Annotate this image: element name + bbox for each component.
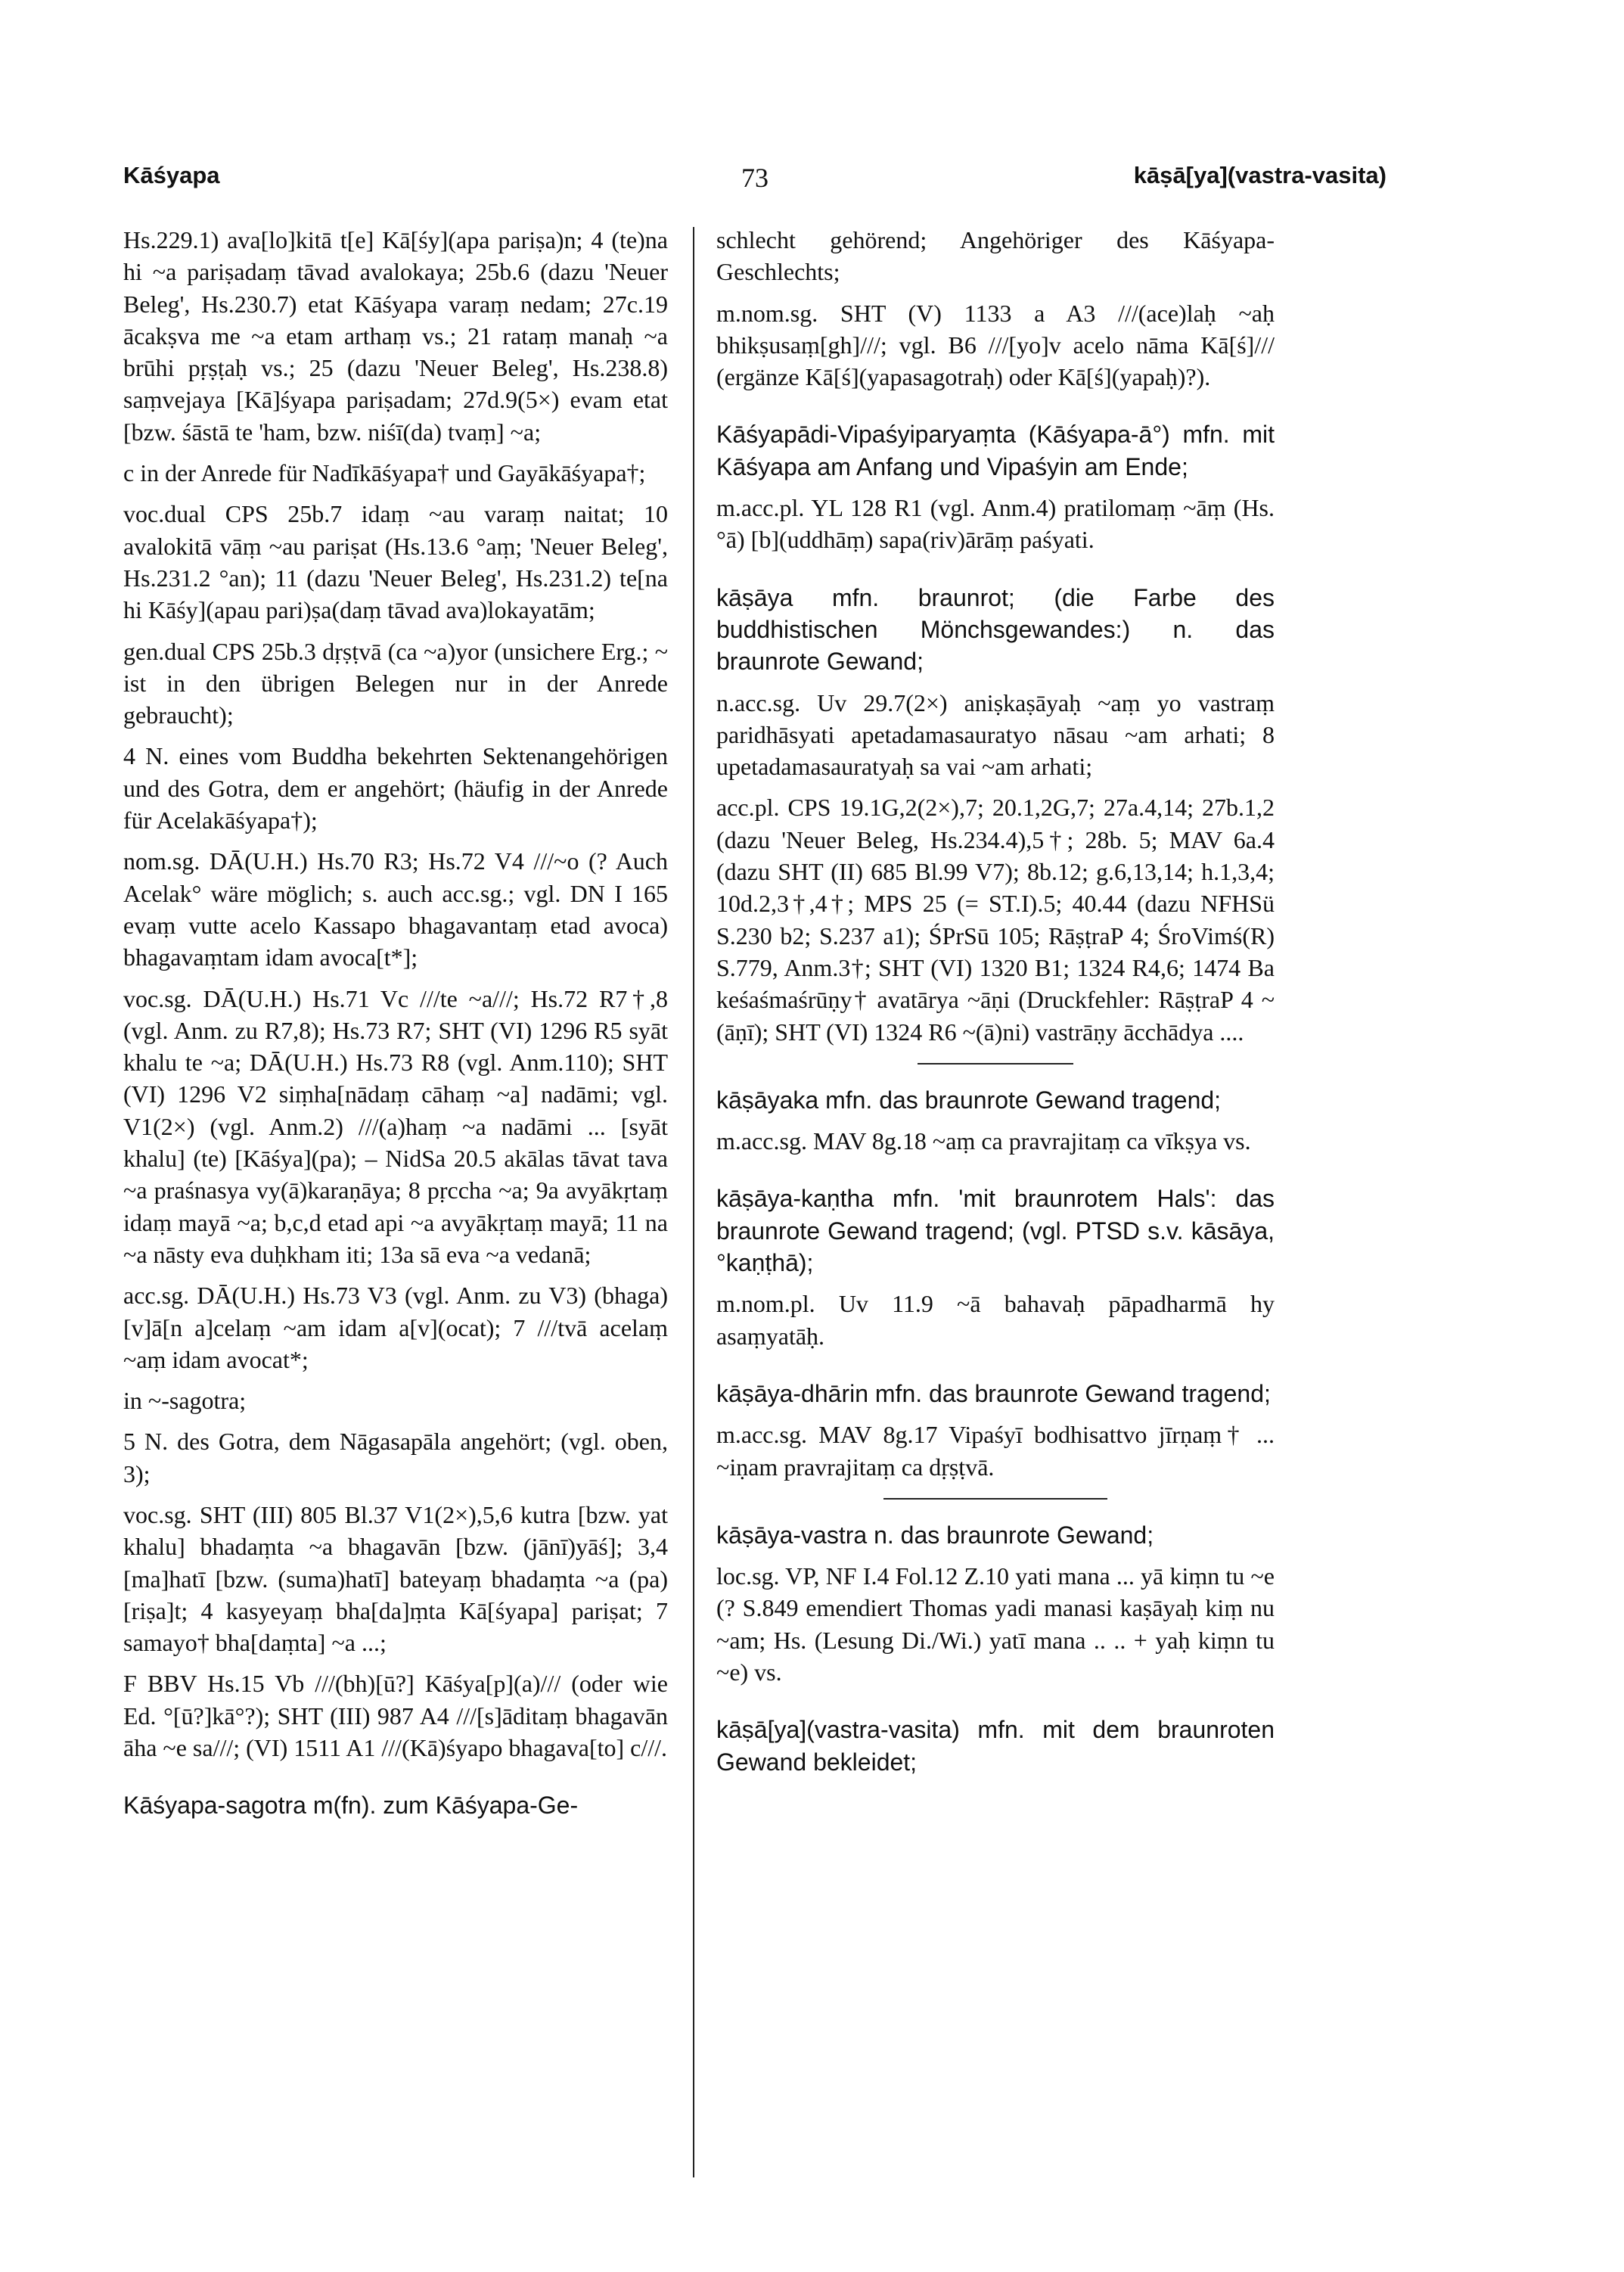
entry-paragraph: m.nom.sg. SHT (V) 1133 a A3 ///(ace)laḥ ~aḥ bhikṣusaṃ[gh]///; vgl. B6 ///[yo]v acelo nāma Kā[ś]/// (ergänze Kā[ś](yapasagotraḥ) oder Kā[ś](yapaḥ)?). <box>716 299 1275 391</box>
header-right-headword: kāṣā[ya](vastra-vasita) <box>1133 162 1386 188</box>
entry-paragraph: 5 N. des Gotra, dem Nāgasapāla angehört; (vgl. oben, 3); <box>123 1428 668 1487</box>
entry-separator <box>918 1063 1074 1065</box>
column-divider <box>693 227 694 2177</box>
entry-headword: kāṣāya mfn. braunrot; (die Farbe des buddhistischen Mönchsgewandes:) n. das braunrote Gewand; <box>716 583 1275 676</box>
entry-paragraph: m.acc.sg. MAV 8g.18 ~aṃ ca pravrajitaṃ ca vīkṣya vs. <box>716 1127 1251 1155</box>
entry-paragraph: nom.sg. DĀ(U.H.) Hs.70 R3; Hs.72 V4 ///~o (? Auch Acelak° wäre möglich; s. auch acc.sg.; vgl. DN I 165 evaṃ vutte acelo Kassapo bhagavantaṃ etad avoca) bhagavaṃtam idam avoca[t*]; <box>123 847 668 971</box>
entry-headword: Kāśyapa-sagotra m(fn). zum Kāśyapa-Ge- <box>123 1792 579 1820</box>
entry-paragraph: c in der Anrede für Nadīkāśyapa† und Gayākāśyapa†; <box>123 459 646 487</box>
entry-paragraph: acc.pl. CPS 19.1G,2(2×),7; 20.1,2G,7; 27a.4,14; 27b.1,2 (dazu 'Neuer Beleg, Hs.234.4),5†; 28b. 5; MAV 6a.4 (dazu SHT (II) 685 Bl.99 V7); 8b.12; g.6,13,14; h.1,3,4; 10d.2,3†,4†; MPS 25 (= ST.I).5; 40.44 (dazu NFHSü S.230 b2; S.237 a1); ŚPrSū 105; RāṣṭraP 4; ŚroVimś(R) S.779, Anm.3†; SHT (VI) 1320 B1; 1324 R4,6; 1474 Ba keśaśmaśrūṇy† avatārya ~āṇi (Druckfehler: RāṣṭraP 4 ~(āṇī); SHT (VI) 1324 R6 ~(ā)ni) vastrāṇy ācchādya .... <box>716 794 1275 1046</box>
entry-headword: kāṣā[ya](vastra-vasita) mfn. mit dem braunroten Gewand bekleidet; <box>716 1716 1275 1776</box>
entry-paragraph: 4 N. eines vom Buddha bekehrten Sektenangehörigen und des Gotra, dem er angehört; (häufig in der Anrede für Acelakāśyapa†); <box>123 742 668 835</box>
entry-headword: kāṣāya-kaṇtha mfn. 'mit braunrotem Hals': das braunrote Gewand tragend; (vgl. PTSD s.v. kāsāya, °kaṇṭhā); <box>716 1185 1275 1277</box>
entry-paragraph: voc.sg. SHT (III) 805 Bl.37 V1(2×),5,6 kutra [bzw. yat khalu] bhadaṃta ~a bhagavān [bzw. (jānī)yāś]; 3,4 [ma]hatī [bzw. (suma)hatī] bateyaṃ bhadaṃta ~a (pa)[riṣa]t; 4 kasyeyaṃ bha[da]ṃta Kā[śyapa] pariṣat; 7 samayo† bha[daṃta] ~a ...; <box>123 1500 668 1657</box>
entry-paragraph: voc.sg. DĀ(U.H.) Hs.71 Vc ///te ~a///; Hs.72 R7†,8 (vgl. Anm. zu R7,8); Hs.73 R7; SHT (VI) 1296 R5 syāt khalu te ~a; DĀ(U.H.) Hs.73 R8 (vgl. Anm.110); SHT (VI) 1296 V2 siṃha[nādaṃ cāhaṃ ~a] nadāmi; vgl. V1(2×) (vgl. Anm.2) ///(a)haṃ ~a nadāmi ... [syāt khalu] (te) [Kāśya](pa); – NidSa 20.5 akālas tāvat tava ~a praśnasya vy(ā)karaṇāya; 8 pṛccha ~a; 9a avyākṛtaṃ idaṃ mayā ~a; b,c,d etad api ~a avyākṛtaṃ mayā; 11 na ~a nāsty eva duḥkham iti; 13a sā eva ~a vedanā; <box>123 984 668 1268</box>
entry-paragraph: gen.dual CPS 25b.3 dṛṣṭvā (ca ~a)yor (unsichere Erg.; ~ ist in den übrigen Belegen nur in der Anrede gebraucht); <box>123 637 668 729</box>
entry-headword: kāṣāya-dhārin mfn. das braunrote Gewand tragend; <box>716 1379 1271 1407</box>
entry-paragraph: n.acc.sg. Uv 29.7(2×) aniṣkaṣāyaḥ ~aṃ yo vastraṃ paridhāsyati apetadamasauratyo nāsau ~am arhati; 8 upetadamasauratyaḥ sa vai ~am arhati; <box>716 688 1275 781</box>
entry-paragraph: m.acc.pl. YL 128 R1 (vgl. Anm.4) pratilomaṃ ~āṃ (Hs. °ā) [b](uddhāṃ) sapa(riv)ārāṃ paśyati. <box>716 494 1275 554</box>
right-column <box>716 224 1275 1787</box>
page-number: 73 <box>741 163 769 193</box>
entry-paragraph: m.acc.sg. MAV 8g.17 Vipaśyī bodhisattvo jīrṇaṃ† ... ~iṇam pravrajitaṃ ca dṛṣṭvā. <box>716 1421 1275 1481</box>
entry-paragraph: m.nom.pl. Uv 11.9 ~ā bahavaḥ pāpadharmā hy asaṃyatāḥ. <box>716 1290 1275 1350</box>
entry-paragraph: schlecht gehörend; Angehöriger des Kāśyapa-Geschlechts; <box>716 226 1275 286</box>
entry-paragraph: acc.sg. DĀ(U.H.) Hs.73 V3 (vgl. Anm. zu V3) (bhaga)[v]ā[n a]celaṃ ~am idam a[v](ocat); 7 ///tvā acelaṃ ~aṃ idam avocat*; <box>123 1282 668 1373</box>
entry-headword: kāṣāya-vastra n. das braunrote Gewand; <box>716 1521 1154 1549</box>
entry-headword: kāṣāyaka mfn. das braunrote Gewand tragend; <box>716 1086 1222 1114</box>
entry-paragraph: voc.dual CPS 25b.7 idaṃ ~au varaṃ naitat; 10 avalokitā vāṃ ~au pariṣat (Hs.13.6 °aṃ; 'Neuer Beleg', Hs.231.2 °an); 11 (dazu 'Neuer Beleg', Hs.231.2) te[na hi Kāśy](apau pari)ṣa(daṃ tāvad ava)lokayatām; <box>123 500 668 624</box>
header-left-headword: Kāśyapa <box>123 162 220 188</box>
entry-paragraph: loc.sg. VP, NF I.4 Fol.12 Z.10 yati mana ... yā kiṃn tu ~e (? S.849 emendiert Thomas yadi manasi kaṣāyaḥ kiṃ nu ~am; Hs. (Lesung Di./Wi.) yatī mana .. .. + yaḥ kiṃn tu ~e) vs. <box>716 1562 1275 1686</box>
entry-paragraph: in ~-sagotra; <box>123 1387 247 1415</box>
entry-headword: Kāśyapādi-Vipaśyiparyaṃta (Kāśyapa-ā°) mfn. mit Kāśyapa am Anfang und Vipaśyin am Ende; <box>716 421 1275 480</box>
entry-paragraph: Hs.229.1) ava[lo]kitā t[e] Kā[śy](apa pariṣa)n; 4 (te)na hi ~a pariṣadaṃ tāvad avalokaya; 25b.6 (dazu 'Neuer Beleg', Hs.230.7) etat Kāśyapa varaṃ nedam; 27c.19 ācakṣva me ~a etam arthaṃ vs.; 21 rataṃ manaḥ ~a brūhi pṛṣṭaḥ vs.; 25 (dazu 'Neuer Beleg', Hs.238.8) saṃvejaya [Kā]śyapa pariṣadam; 27d.9(5×) evam etat [bzw. śāstā te 'ham, bzw. niśī(da) tvaṃ] ~a; <box>123 226 668 446</box>
entry-paragraph: F BBV Hs.15 Vb ///(bh)[ū?] Kāśya[p](a)/// (oder wie Ed. °[ū?]kā°?); SHT (III) 987 A4 ///[s]āditaṃ bhagavān āha ~e sa///; (VI) 1511 A1 ///(Kā)śyapo bhagava[to] c///. <box>123 1670 668 1762</box>
page-header <box>123 162 1386 207</box>
left-column <box>123 224 668 1831</box>
entry-separator <box>883 1498 1107 1500</box>
